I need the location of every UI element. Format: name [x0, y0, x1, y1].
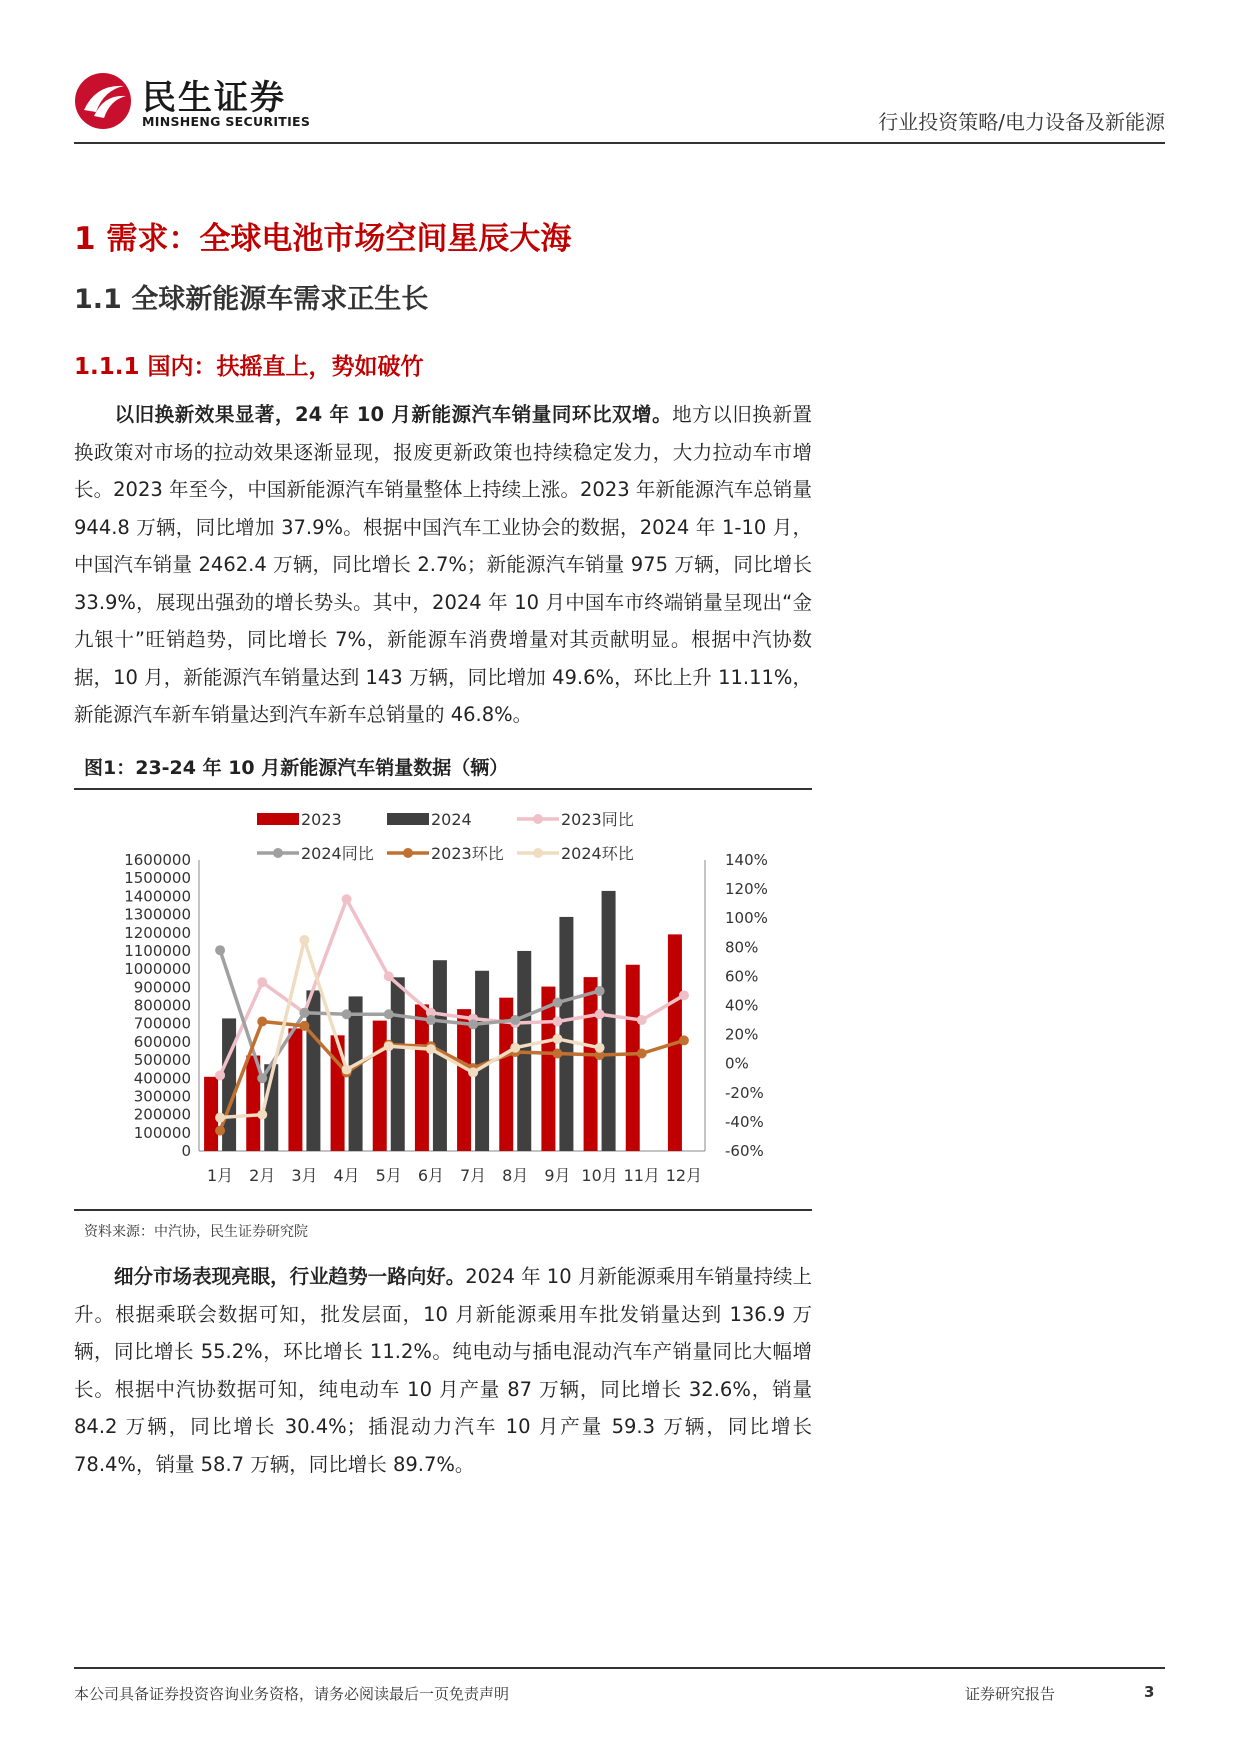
bar-2023-7月	[457, 1009, 471, 1151]
figure-top-rule	[74, 788, 812, 790]
x-axis-ticks	[207, 1166, 702, 1185]
company-name-cn: 民生证券	[142, 78, 286, 118]
point-2024环比	[342, 1065, 352, 1075]
point-2023环比	[257, 1017, 267, 1027]
left-axis-tick-label: 1100000	[124, 941, 191, 960]
footer-disclaimer: 本公司具备证券投资咨询业务资格，请务必阅读最后一页免责声明	[74, 1685, 510, 1703]
left-axis-tick-label: 700000	[133, 1014, 191, 1033]
x-axis-tick-label: 6月	[417, 1166, 445, 1185]
legend-label-2023: 2023	[301, 810, 342, 829]
legend-label-2023同比: 2023同比	[561, 810, 634, 829]
x-axis-tick-label: 4月	[333, 1166, 360, 1185]
point-2024同比	[299, 1008, 309, 1018]
x-axis-tick-label: 2月	[249, 1166, 276, 1185]
legend-label-2023环比: 2023环比	[431, 844, 504, 863]
point-2024同比	[510, 1015, 520, 1025]
left-axis-tick-label: 0	[181, 1142, 191, 1160]
report-category: 行业投资策略/电力设备及新能源	[878, 110, 1165, 134]
page-number: 3	[1144, 1683, 1155, 1701]
point-2023环比	[215, 1126, 225, 1136]
legend-marker-2023同比	[533, 814, 543, 824]
left-axis-tick-label: 1500000	[124, 869, 191, 888]
right-axis-tick-label: -40%	[725, 1112, 764, 1131]
right-axis-tick-label: 140%	[725, 851, 768, 869]
right-axis-tick-label: 60%	[725, 967, 759, 986]
footer-report-type: 证券研究报告	[965, 1685, 1056, 1703]
bar-2024-7月	[475, 971, 489, 1151]
legend-label-2024同比: 2024同比	[301, 844, 374, 863]
right-axis-tick-label: 80%	[725, 938, 759, 957]
header-divider	[74, 142, 1165, 144]
point-2023环比	[679, 1035, 689, 1045]
paragraph-1	[74, 396, 812, 734]
paragraph-1-lead: 以旧换新效果显著，24 年 10 月新能源汽车销量同环比双增。	[114, 403, 673, 426]
point-2024同比	[426, 1015, 436, 1025]
point-2024环比	[595, 1043, 605, 1053]
left-axis-tick-label: 400000	[133, 1069, 191, 1088]
point-2024同比	[257, 1073, 267, 1083]
legend-swatch-2024	[387, 813, 429, 825]
x-axis-tick-label: 8月	[502, 1166, 529, 1185]
x-axis-tick-label: 10月	[581, 1166, 618, 1185]
point-2024环比	[257, 1110, 267, 1120]
point-2024环比	[510, 1043, 520, 1053]
company-name-en: MINSHENG SECURITIES	[142, 114, 311, 129]
legend-label-2024环比: 2024环比	[561, 844, 634, 863]
bar-2023-10月	[584, 977, 598, 1151]
bar-2024-10月	[602, 891, 616, 1151]
bar-2024-5月	[391, 977, 405, 1151]
bar-2023-1月	[204, 1077, 218, 1151]
paragraph-2-body: 2024 年 10 月新能源乘用车销量持续上升。根据乘联会数据可知，批发层面，10 月新能源乘用车批发销量达到 136.9 万辆，同比增长 55.2%，环比增长 11.2%。纯电动与插电混动汽车产销量同比大幅增长。根据中汽协数据可知，纯电动车 10 月产量 87 万辆，同比增长 32.6%，销量 84.2 万辆，同比增长 30.4%；插混动力汽车 10 月产量 59.3 万辆，同比增长 78.4%，销量 58.7 万辆，同比增长 89.7%。	[74, 1265, 812, 1476]
left-axis-tick-label: 600000	[133, 1032, 191, 1051]
right-axis-tick-label: -20%	[725, 1083, 764, 1102]
point-2024同比	[342, 1009, 352, 1019]
section-heading-2: 1.1 全球新能源车需求正生长	[74, 284, 429, 315]
bar-2023-5月	[373, 1021, 387, 1151]
section-heading-3: 1.1.1 国内：扶摇直上，势如破竹	[74, 354, 424, 380]
point-2024环比	[426, 1044, 436, 1054]
left-axis-tick-label: 800000	[133, 996, 191, 1015]
sales-chart	[74, 792, 812, 1204]
left-axis-tick-label: 500000	[133, 1051, 191, 1070]
figure-bottom-rule	[74, 1209, 812, 1211]
paragraph-2-lead: 细分市场表现亮眼，行业趋势一路向好。	[114, 1265, 466, 1288]
point-2023同比	[384, 971, 394, 981]
point-2024环比	[215, 1113, 225, 1123]
point-2023同比	[257, 977, 267, 987]
figure-source: 资料来源：中汽协，民生证券研究院	[84, 1224, 308, 1240]
legend-marker-2024环比	[533, 848, 543, 858]
point-2024同比	[384, 1009, 394, 1019]
right-axis-tick-label: -60%	[725, 1142, 764, 1160]
point-2023环比	[637, 1049, 647, 1059]
left-axis-tick-label: 100000	[133, 1123, 191, 1142]
chart-legend	[257, 810, 634, 863]
x-axis-tick-label: 7月	[459, 1166, 487, 1185]
point-2023同比	[595, 1009, 605, 1019]
section-heading-1: 1 需求：全球电池市场空间星辰大海	[74, 221, 572, 257]
x-axis-tick-label: 5月	[375, 1166, 402, 1185]
left-axis-tick-label: 1600000	[124, 851, 191, 869]
point-2023环比	[299, 1021, 309, 1031]
company-logo-icon	[74, 72, 132, 130]
right-axis-tick-label: 100%	[725, 909, 768, 928]
figure-title: 图1：23-24 年 10 月新能源汽车销量数据（辆）	[84, 757, 509, 779]
x-axis-tick-label: 3月	[291, 1166, 318, 1185]
bar-2023-9月	[541, 987, 555, 1151]
x-axis-tick-label: 11月	[623, 1166, 660, 1185]
point-2024环比	[299, 935, 309, 945]
point-2024同比	[595, 986, 605, 996]
legend-label-2024: 2024	[431, 810, 472, 829]
point-2024同比	[468, 1019, 478, 1029]
point-2023同比	[637, 1015, 647, 1025]
right-axis-tick-label: 0%	[725, 1054, 749, 1073]
left-axis-tick-label: 1000000	[124, 960, 191, 979]
point-2023同比	[679, 990, 689, 1000]
left-axis-tick-label: 1300000	[124, 905, 191, 924]
left-axis-tick-label: 900000	[133, 978, 191, 997]
right-axis-tick-label: 40%	[725, 996, 759, 1015]
chart-lines	[215, 894, 689, 1135]
right-axis-tick-label: 120%	[725, 880, 768, 899]
x-axis-tick-label: 12月	[665, 1166, 703, 1185]
left-axis-ticks	[124, 851, 191, 1160]
left-axis-tick-label: 1200000	[124, 923, 191, 942]
point-2023同比	[552, 1017, 562, 1027]
footer-divider	[74, 1667, 1165, 1669]
legend-marker-2024同比	[273, 848, 283, 858]
right-axis-ticks	[725, 851, 768, 1160]
left-axis-tick-label: 200000	[133, 1105, 191, 1124]
point-2024同比	[215, 945, 225, 955]
x-axis-tick-label: 1月	[206, 1166, 234, 1185]
legend-swatch-2023	[257, 813, 299, 825]
paragraph-2	[74, 1258, 812, 1483]
point-2023同比	[342, 894, 352, 904]
bar-2023-11月	[626, 965, 640, 1151]
point-2024同比	[552, 998, 562, 1008]
bar-2023-3月	[288, 1028, 302, 1151]
point-2024环比	[468, 1067, 478, 1077]
left-axis-tick-label: 300000	[133, 1087, 191, 1106]
legend-marker-2023环比	[403, 848, 413, 858]
bar-2024-9月	[559, 917, 573, 1151]
x-axis-tick-label: 9月	[544, 1166, 571, 1185]
point-2023环比	[552, 1049, 562, 1059]
right-axis-tick-label: 20%	[725, 1025, 759, 1044]
point-2023同比	[215, 1070, 225, 1080]
left-axis-tick-label: 1400000	[124, 887, 191, 906]
paragraph-1-body: 地方以旧换新置换政策对市场的拉动效果逐渐显现，报废更新政策也持续稳定发力，大力拉动车市增长。2023 年至今，中国新能源汽车销量整体上持续上涨。2023 年新能源汽车总销量 944.8 万辆，同比增加 37.9%。根据中国汽车工业协会的数据，2024 年 1-10 月，中国汽车销量 2462.4 万辆，同比增长 2.7%；新能源汽车销量 975 万辆，同比增长 33.9%，展现出强劲的增长势头。其中，2024 年 10 月中国车市终端销量呈现出“金九银十”旺销趋势，同比增长 7%，新能源车消费增量对其贡献明显。根据中汽协数据，10 月，新能源汽车销量达到 143 万辆，同比增加 49.6%，环比上升 11.11%，新能源汽车新车销量达到汽车新车总销量的 46.8%。	[74, 403, 812, 726]
bar-2023-6月	[415, 1004, 429, 1151]
point-2024环比	[384, 1041, 394, 1051]
point-2024环比	[552, 1034, 562, 1044]
